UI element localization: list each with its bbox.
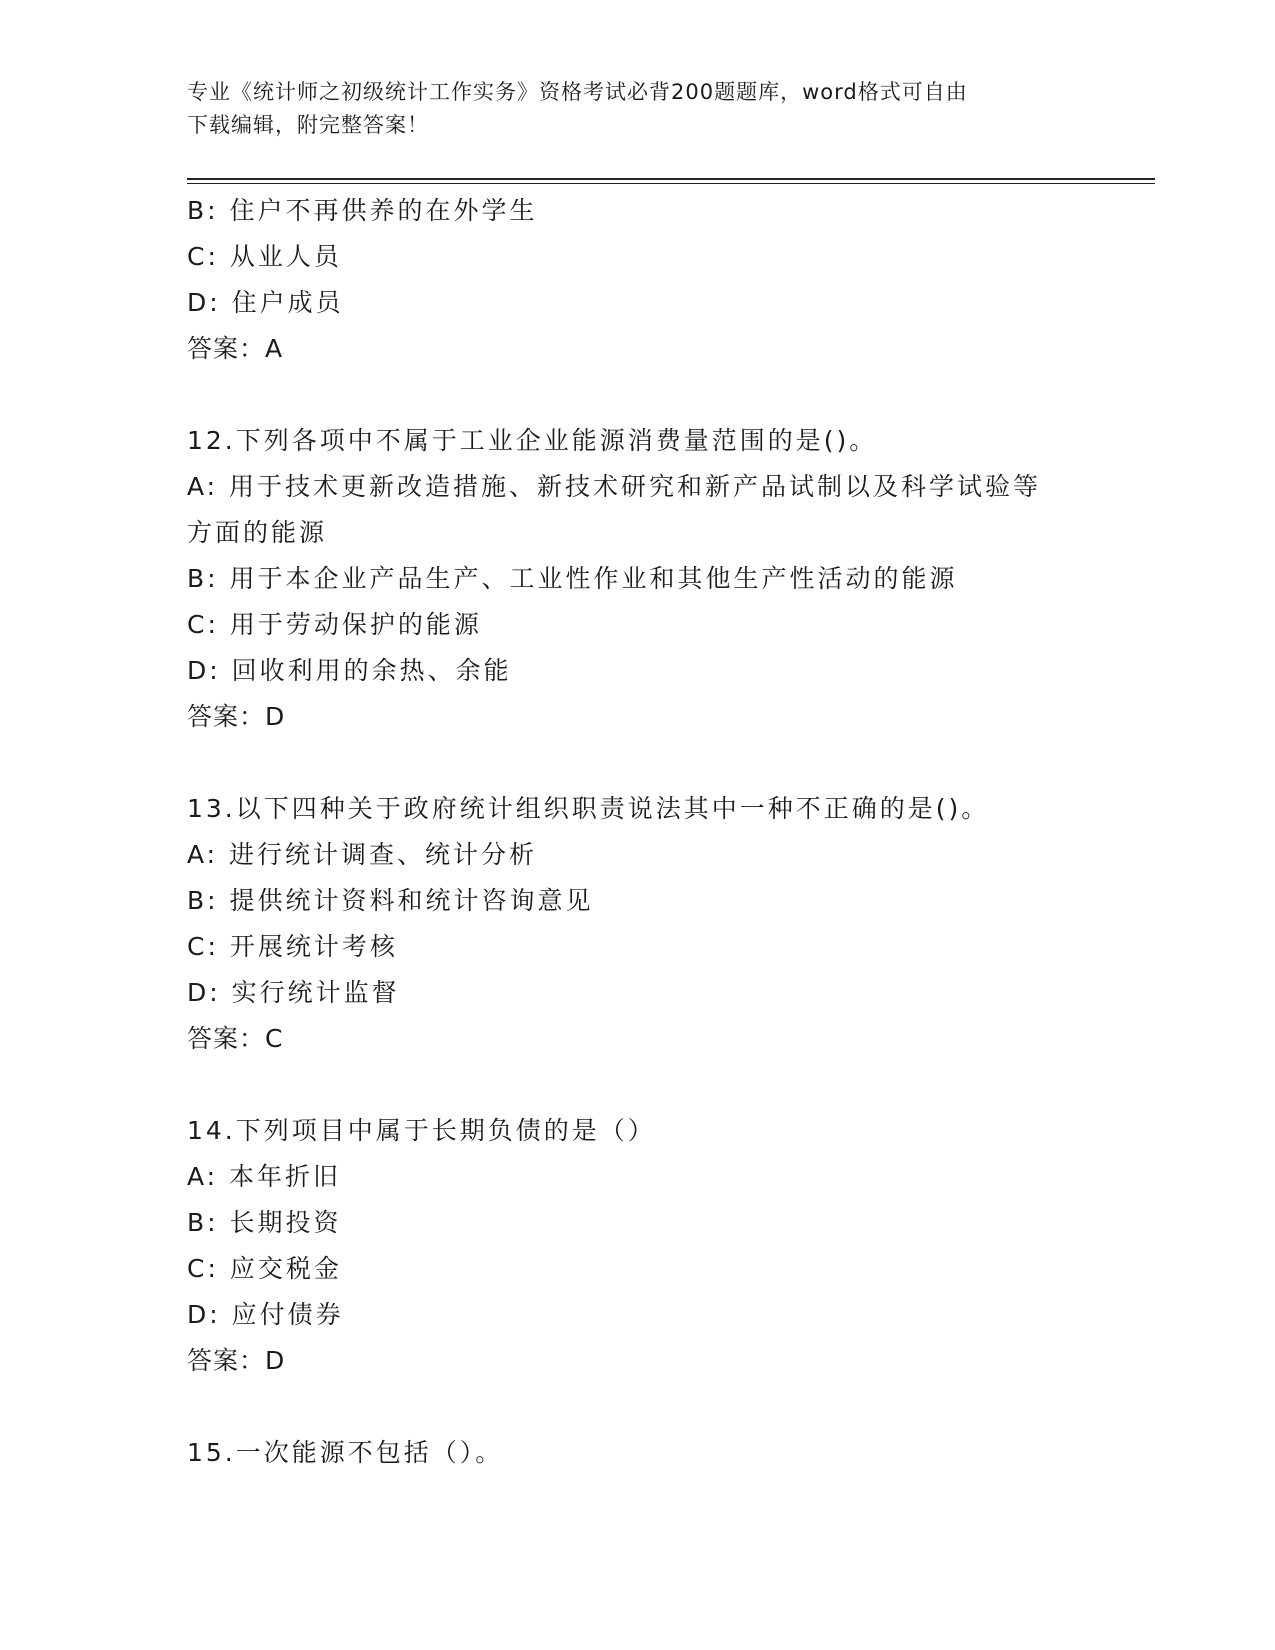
option-c: C: 应交税金 [187, 1254, 342, 1283]
question-list [187, 188, 1087, 1476]
document-header [187, 76, 1067, 142]
option-a-continued: 方面的能源 [187, 518, 328, 547]
spacer [187, 740, 1087, 786]
option-b: B: 长期投资 [187, 1208, 342, 1237]
question-text: 13.以下四种关于政府统计组织职责说法其中一种不正确的是()。 [187, 794, 990, 823]
header-line-2: 下载编辑，附完整答案！ [187, 113, 429, 137]
option-a: A: 用于技术更新改造措施、新技术研究和新产品试制以及科学试验等 [187, 472, 1042, 501]
option-d: D: 住户成员 [187, 288, 344, 317]
answer: 答案：A [187, 334, 284, 363]
spacer [187, 1062, 1087, 1108]
answer: 答案：D [187, 1346, 286, 1375]
option-a: A: 本年折旧 [187, 1162, 342, 1191]
spacer [187, 1384, 1087, 1430]
spacer [187, 372, 1087, 418]
option-d: D: 回收利用的余热、余能 [187, 656, 512, 685]
header-divider-thick [187, 178, 1155, 180]
option-b: B: 住户不再供养的在外学生 [187, 196, 538, 225]
question-14 [187, 1108, 1087, 1384]
question-12 [187, 418, 1087, 740]
option-b: B: 提供统计资料和统计咨询意见 [187, 886, 594, 915]
question-15 [187, 1430, 1087, 1476]
header-line-1: 专业《统计师之初级统计工作实务》资格考试必背200题题库，word格式可自由 [187, 80, 968, 104]
option-c: C: 开展统计考核 [187, 932, 398, 961]
question-11-tail [187, 188, 1087, 372]
option-c: C: 从业人员 [187, 242, 342, 271]
answer: 答案：C [187, 1024, 284, 1053]
option-d: D: 实行统计监督 [187, 978, 400, 1007]
question-13 [187, 786, 1087, 1062]
option-a: A: 进行统计调查、统计分析 [187, 840, 538, 869]
option-c: C: 用于劳动保护的能源 [187, 610, 482, 639]
answer: 答案：D [187, 702, 286, 731]
header-divider-thin [187, 183, 1155, 184]
question-text: 12.下列各项中不属于工业企业能源消费量范围的是()。 [187, 426, 878, 455]
option-b: B: 用于本企业产品生产、工业性作业和其他生产性活动的能源 [187, 564, 958, 593]
question-text: 15.一次能源不包括（）。 [187, 1438, 504, 1467]
option-d: D: 应付债券 [187, 1300, 344, 1329]
question-text: 14.下列项目中属于长期负债的是（） [187, 1116, 656, 1145]
